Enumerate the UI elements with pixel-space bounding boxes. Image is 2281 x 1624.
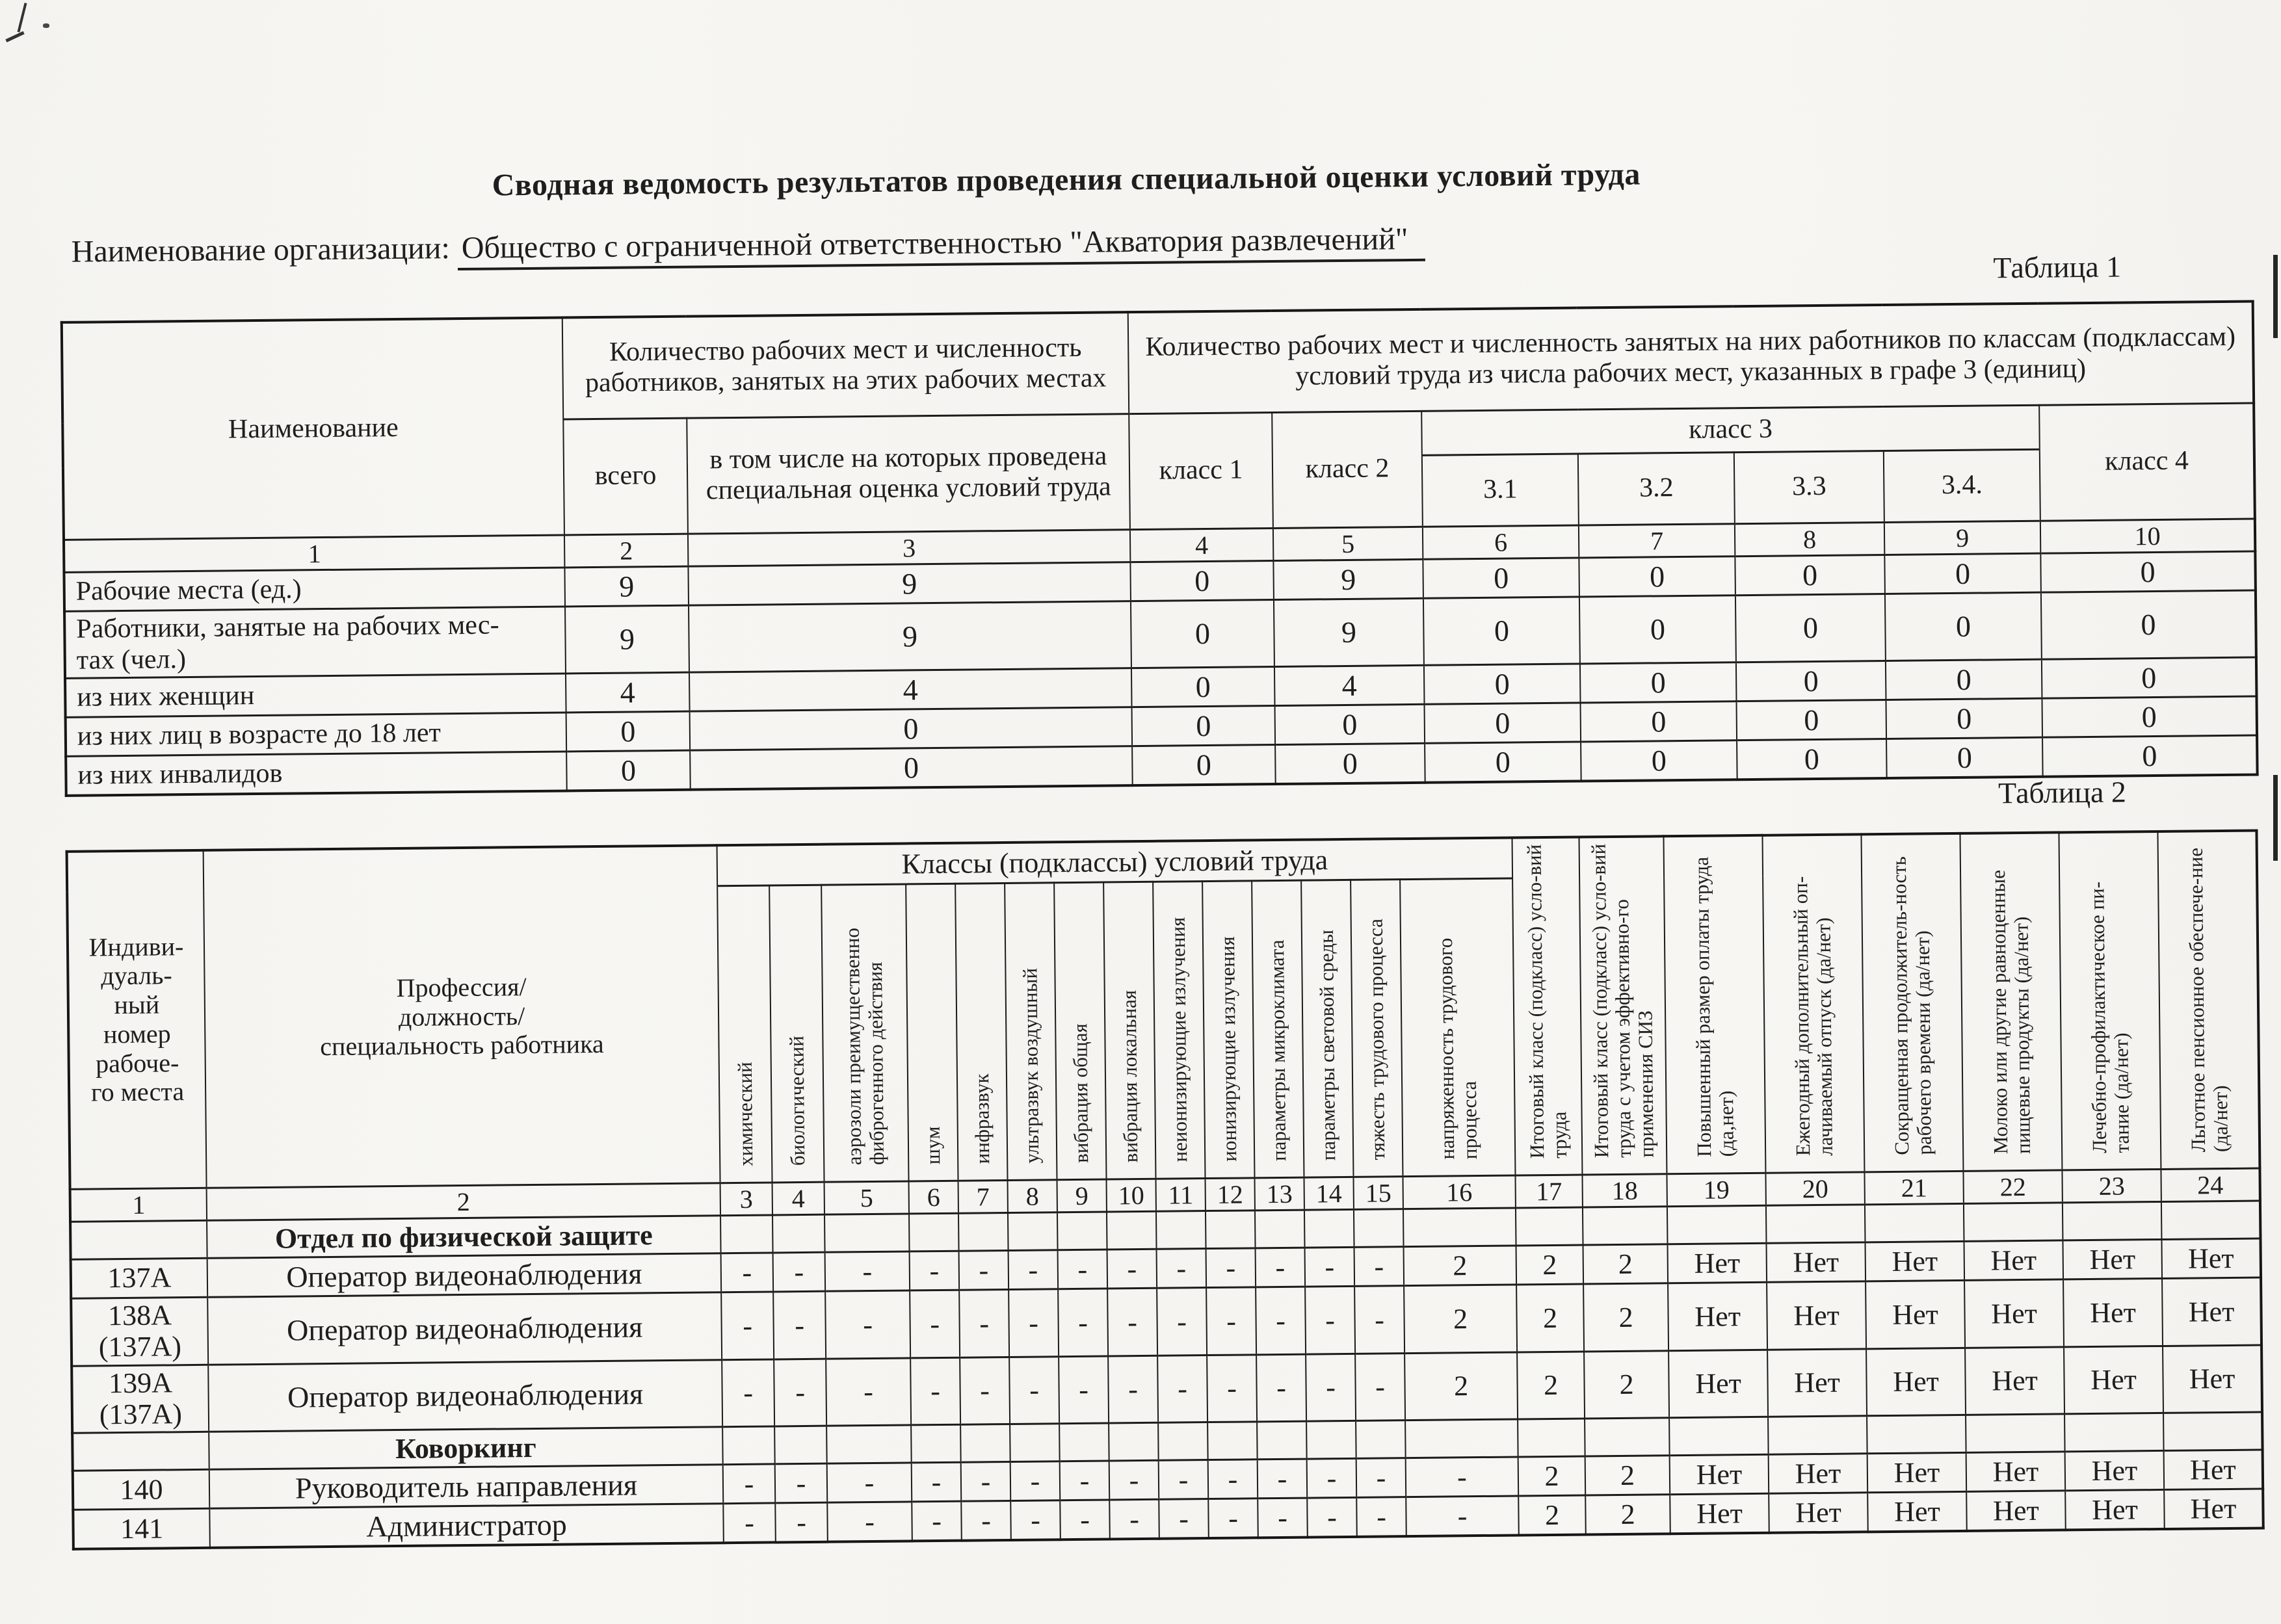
empty-cell <box>1964 1203 2063 1241</box>
col-header-class3-3: 3.3 <box>1734 451 1884 523</box>
cell-value: 0 <box>1425 703 1581 743</box>
cell-value: 2 <box>1518 1456 1586 1496</box>
col-header-assessed: в том числе на которых проведена специальная оценка условий труда <box>687 413 1130 534</box>
row-label: Рабочие места (ед.) <box>64 567 565 610</box>
empty-cell <box>1010 1424 1060 1462</box>
empty-cell <box>1966 1414 2065 1452</box>
cell-value: 0 <box>1580 662 1737 703</box>
cell-value: Нет <box>2063 1278 2163 1346</box>
factor-column-non-ionizing-radiation: неионизирующие излучения <box>1153 882 1205 1179</box>
factor-column-work-severity: тяжесть трудового процесса <box>1351 880 1403 1177</box>
table1-summary-counts <box>60 300 2259 797</box>
cell-value: 0 <box>1886 659 2042 700</box>
column-number: 1 <box>64 534 564 571</box>
cell-value: Нет <box>2065 1451 2165 1491</box>
empty-cell <box>772 1214 825 1253</box>
cell-value: 4 <box>689 668 1132 712</box>
cell-value: 0 <box>1131 599 1274 668</box>
empty-cell <box>1255 1210 1305 1248</box>
column-number: 23 <box>2063 1169 2161 1202</box>
empty-cell <box>72 1432 209 1471</box>
empty-cell <box>1158 1422 1208 1461</box>
col-header-class1: класс 1 <box>1129 412 1273 529</box>
cell-value: 0 <box>2040 551 2256 592</box>
empty-cell <box>909 1213 959 1251</box>
section-header: Коворкинг <box>209 1427 723 1470</box>
cell-value: Нет <box>2163 1345 2262 1413</box>
cell-value: Нет <box>1866 1241 1965 1281</box>
result-column-milk: Молоко или другие равноценные пищевые продукты (да/нет) <box>1960 832 2063 1171</box>
cell-value: Нет <box>2164 1450 2263 1489</box>
cell-value: 0 <box>2042 735 2258 777</box>
column-number: 7 <box>958 1180 1008 1213</box>
column-number: 1 <box>70 1188 207 1222</box>
cell-value: - <box>961 1501 1011 1541</box>
cell-value: - <box>1208 1499 1258 1538</box>
empty-cell <box>1109 1423 1159 1461</box>
cell-value: 2 <box>1516 1245 1584 1285</box>
empty-cell <box>1403 1208 1516 1247</box>
cell-value: - <box>1306 1354 1356 1422</box>
empty-cell <box>774 1426 827 1465</box>
empty-cell <box>1059 1423 1109 1461</box>
col-header-name: Наименование <box>62 318 564 540</box>
cell-value: - <box>825 1251 910 1291</box>
cell-value: 0 <box>1737 700 1887 740</box>
column-number: 4 <box>772 1182 824 1215</box>
workplace-number: 140 <box>73 1470 210 1510</box>
cell-value: - <box>1406 1457 1519 1497</box>
cell-value: 2 <box>1516 1284 1584 1352</box>
cell-value: - <box>773 1291 826 1359</box>
profession-name: Администратор <box>209 1504 724 1548</box>
cell-value: - <box>1406 1496 1519 1536</box>
cell-value: 2 <box>1404 1352 1518 1421</box>
empty-cell <box>824 1214 910 1252</box>
cell-value: - <box>723 1503 776 1543</box>
table2-workplaces-assessment <box>66 830 2265 1551</box>
factor-column-local-vibration: вибрация локальная <box>1103 882 1155 1179</box>
column-number: 10 <box>2040 519 2256 553</box>
cell-value: - <box>1108 1356 1158 1424</box>
empty-cell <box>826 1425 912 1463</box>
cell-value: Нет <box>1670 1455 1769 1495</box>
col-header-class4: класс 4 <box>2039 403 2255 521</box>
cell-value: - <box>1010 1500 1061 1540</box>
empty-cell <box>2063 1201 2162 1240</box>
column-number: 14 <box>1304 1177 1353 1210</box>
cell-value: - <box>825 1290 910 1359</box>
cell-value: - <box>1305 1286 1355 1354</box>
empty-cell <box>958 1212 1009 1251</box>
empty-cell <box>70 1220 207 1259</box>
empty-cell <box>1206 1211 1256 1249</box>
cell-value: 0 <box>1886 737 2043 778</box>
empty-cell <box>2161 1201 2261 1239</box>
table1-caption: Таблица 1 <box>1993 250 2122 285</box>
cell-value: - <box>1109 1500 1159 1539</box>
cell-value: - <box>1060 1461 1110 1500</box>
cell-value: - <box>1059 1356 1109 1424</box>
cell-value: 4 <box>1274 665 1425 705</box>
workplace-number: 141 <box>73 1509 210 1550</box>
cell-value: - <box>1206 1287 1256 1356</box>
factor-column-noise: шум <box>906 884 958 1181</box>
cell-value: 0 <box>1275 704 1425 744</box>
cell-value: Нет <box>1668 1350 1768 1418</box>
column-number: 13 <box>1254 1177 1304 1211</box>
cell-value: 0 <box>566 711 691 752</box>
column-number: 5 <box>1273 527 1423 560</box>
cell-value: Нет <box>1965 1346 2064 1415</box>
empty-cell <box>960 1424 1010 1463</box>
cell-value: - <box>1256 1354 1306 1422</box>
col-group-workplaces-count: Количество рабочих мест и численность работников, занятых на этих рабочих местах <box>562 312 1129 419</box>
factor-column-work-intensity: напряженность трудового процесса <box>1400 878 1515 1176</box>
cell-value: - <box>1058 1289 1108 1357</box>
cell-value: 0 <box>1132 745 1276 786</box>
cell-value: 0 <box>1130 560 1274 601</box>
cell-value: 0 <box>566 750 691 791</box>
cell-value: - <box>910 1357 960 1426</box>
factor-column-ionizing-radiation: ионизирующие излучения <box>1202 881 1254 1178</box>
factor-column-light-environment: параметры световой среды <box>1301 880 1353 1177</box>
cell-value: - <box>912 1502 962 1541</box>
cell-value: Нет <box>1866 1280 1965 1348</box>
column-number: 24 <box>2161 1168 2260 1201</box>
cell-value: Нет <box>1668 1243 1767 1283</box>
cell-value: 0 <box>1579 595 1736 664</box>
column-number: 16 <box>1403 1175 1516 1209</box>
cell-value: - <box>1258 1498 1308 1538</box>
cell-value: 0 <box>1735 594 1886 662</box>
cell-value: 0 <box>690 746 1133 790</box>
cell-value: 2 <box>1404 1246 1517 1286</box>
result-column-therapeutic-nutrition: Лечебно-профилактическое пи-тание (да/нет) <box>2059 832 2161 1170</box>
factor-column-air-ultrasound: ультразвук воздушный <box>1005 883 1057 1180</box>
cell-value: Нет <box>1767 1348 1867 1417</box>
cell-value: - <box>1307 1498 1357 1538</box>
row-label: из них женщин <box>65 674 566 717</box>
empty-cell <box>1257 1421 1307 1460</box>
column-number: 5 <box>824 1181 909 1214</box>
col-header-workplace-number: Индиви- дуаль- ный номер рабоче- го места <box>67 850 207 1189</box>
column-number: 4 <box>1130 528 1273 562</box>
column-number: 11 <box>1156 1178 1206 1211</box>
empty-cell <box>1304 1209 1354 1248</box>
cell-value: - <box>960 1357 1010 1425</box>
result-column-reduced-hours: Сокращенная продолжитель-ность рабочего времени (да/нет) <box>1862 833 1964 1172</box>
empty-cell <box>1207 1422 1258 1460</box>
cell-value: - <box>1009 1356 1059 1424</box>
cell-value: 2 <box>1517 1352 1585 1420</box>
empty-cell <box>1669 1417 1769 1456</box>
cell-value: Нет <box>1867 1453 1967 1493</box>
empty-cell <box>1867 1415 1966 1454</box>
cell-value: Нет <box>1769 1493 1868 1533</box>
profession-name: Оператор видеонаблюдения <box>207 1292 722 1365</box>
cell-value: Нет <box>1867 1492 1967 1532</box>
cell-value: - <box>826 1358 911 1426</box>
cell-value: Нет <box>2162 1238 2261 1278</box>
empty-cell <box>1518 1419 1585 1457</box>
organization-label: Наименование организации: <box>71 231 451 269</box>
result-column-increased-pay: Повышенный размер оплаты труда (да,нет) <box>1664 835 1766 1174</box>
cell-value: - <box>775 1464 828 1504</box>
column-number: 8 <box>1735 522 1884 556</box>
column-number: 2 <box>207 1183 720 1221</box>
empty-cell <box>1865 1203 1964 1242</box>
cell-value: - <box>1258 1459 1308 1499</box>
cell-value: Нет <box>2162 1277 2261 1346</box>
factor-column-general-vibration: вибрация общая <box>1054 882 1106 1179</box>
empty-cell <box>1354 1209 1404 1247</box>
factor-column-biological: биологический <box>769 885 824 1183</box>
cell-value: 2 <box>1404 1285 1517 1353</box>
empty-cell <box>1516 1207 1583 1246</box>
cell-value: - <box>1256 1248 1306 1287</box>
empty-cell <box>1405 1419 1518 1458</box>
cell-value: Нет <box>1767 1242 1866 1282</box>
cell-value: - <box>912 1463 962 1502</box>
empty-cell <box>1585 1418 1670 1456</box>
result-column-extra-leave: Ежегодный дополнительный оп-лачиваемый отпуск (да/нет) <box>1763 834 1865 1173</box>
cell-value: 0 <box>2042 696 2257 737</box>
cell-value: - <box>910 1251 960 1290</box>
col-header-profession: Профессия/ должность/ специальность работника <box>204 845 720 1188</box>
cell-value: 0 <box>690 707 1133 751</box>
column-number: 12 <box>1205 1178 1254 1211</box>
cell-value: 0 <box>1423 558 1579 598</box>
workplace-number: 138А (137А) <box>71 1297 208 1366</box>
column-number: 22 <box>1964 1170 2063 1203</box>
profession-name: Руководитель направления <box>209 1465 724 1509</box>
cell-value: 2 <box>1585 1495 1670 1535</box>
column-number: 3 <box>688 529 1130 566</box>
profession-name: Оператор видеонаблюдения <box>208 1359 722 1432</box>
column-number: 15 <box>1353 1176 1403 1209</box>
workplace-number: 137А <box>71 1258 208 1298</box>
column-number: 21 <box>1865 1171 1964 1204</box>
cell-value: - <box>1157 1355 1207 1423</box>
cell-value: 0 <box>1581 701 1737 742</box>
empty-cell <box>1057 1212 1107 1250</box>
empty-cell <box>722 1426 775 1465</box>
cell-value: Нет <box>1966 1452 2066 1491</box>
cell-value: 9 <box>688 562 1131 605</box>
cell-value: - <box>827 1463 912 1502</box>
cell-value: - <box>1207 1354 1257 1422</box>
cell-value: Нет <box>1668 1282 1767 1350</box>
cell-value: 0 <box>1579 556 1735 596</box>
cell-value: - <box>1060 1500 1110 1539</box>
cell-value: Нет <box>1769 1454 1868 1493</box>
cell-value: 0 <box>1884 553 2041 594</box>
empty-cell <box>1156 1211 1206 1249</box>
factor-column-infrasound: инфразвук <box>955 884 1007 1181</box>
cell-value: - <box>1107 1249 1157 1289</box>
cell-value: - <box>959 1250 1009 1290</box>
cell-value: - <box>910 1290 960 1358</box>
cell-value: Нет <box>1966 1491 2066 1531</box>
cell-value: - <box>961 1462 1011 1502</box>
cell-value: 0 <box>1886 698 2042 739</box>
cell-value: - <box>721 1253 774 1292</box>
cell-value: - <box>1208 1460 1258 1499</box>
empty-cell <box>720 1215 773 1253</box>
cell-value: - <box>1305 1247 1355 1287</box>
column-number: 9 <box>1057 1179 1107 1212</box>
cell-value: - <box>722 1359 774 1428</box>
cell-value: - <box>1109 1461 1159 1500</box>
cell-value: 0 <box>1581 740 1737 781</box>
cell-value: Нет <box>1767 1281 1866 1350</box>
cell-value: - <box>1157 1248 1207 1288</box>
cell-value: 0 <box>1737 739 1887 780</box>
column-number: 7 <box>1579 523 1735 557</box>
table2-caption: Таблица 2 <box>1998 775 2127 810</box>
cell-value: - <box>1159 1499 1209 1539</box>
cell-value: 2 <box>1583 1244 1668 1284</box>
cell-value: 0 <box>1131 667 1275 707</box>
cell-value: - <box>1354 1246 1404 1286</box>
cell-value: 9 <box>689 601 1131 672</box>
cell-value: - <box>1206 1248 1256 1288</box>
cell-value: 4 <box>566 672 690 713</box>
column-number: 6 <box>1423 525 1579 559</box>
cell-value: 0 <box>2041 590 2256 660</box>
row-label: из них лиц в возрасте до 18 лет <box>66 713 567 756</box>
cell-value: - <box>827 1502 912 1542</box>
cell-value: 0 <box>1424 664 1581 704</box>
empty-cell <box>911 1425 961 1463</box>
cell-value: - <box>1107 1288 1157 1356</box>
col-header-class3-4: 3.4. <box>1884 449 2040 522</box>
column-number: 3 <box>720 1183 772 1216</box>
factor-column-chemical: химический <box>717 885 772 1183</box>
empty-cell <box>1766 1205 1866 1243</box>
row-label: из них инвалидов <box>66 752 567 796</box>
empty-cell <box>2064 1413 2164 1452</box>
profession-name: Оператор видеонаблюдения <box>207 1253 722 1298</box>
cell-value: Нет <box>2164 1489 2263 1529</box>
cell-value: Нет <box>1964 1279 2064 1348</box>
cell-value: - <box>774 1359 826 1427</box>
cell-value: 2 <box>1584 1350 1669 1419</box>
col-header-class3-2: 3.2 <box>1578 452 1735 525</box>
cell-value: - <box>1256 1287 1306 1355</box>
empty-cell <box>1008 1212 1058 1251</box>
column-number: 6 <box>909 1181 958 1214</box>
empty-cell <box>1356 1421 1406 1459</box>
cell-value: - <box>1356 1497 1406 1537</box>
col-header-total: всего <box>563 418 688 535</box>
cell-value: - <box>1157 1287 1207 1356</box>
section-header: Отдел по физической защите <box>207 1216 721 1259</box>
cell-value: 9 <box>1274 598 1424 667</box>
col-header-class3: класс 3 <box>1421 405 2040 455</box>
column-number: 19 <box>1667 1173 1766 1206</box>
column-number: 17 <box>1516 1175 1583 1208</box>
cell-value: Нет <box>2065 1490 2165 1530</box>
cell-value: - <box>959 1289 1009 1357</box>
cell-value: - <box>1159 1460 1209 1500</box>
col-header-class3-1: 3.1 <box>1422 454 1579 527</box>
cell-value: Нет <box>1866 1348 1966 1416</box>
organization-name: Общество с ограниченной ответственностью "Акватория развлечений" <box>458 222 1425 270</box>
cell-value: - <box>721 1292 774 1360</box>
result-column-final-class-with-ppe: Итоговый класс (подкласс) усло-вий труда с учетом эффективно-го применения СИЗ <box>1579 836 1667 1175</box>
cell-value: Нет <box>1964 1240 2064 1280</box>
cell-value: - <box>1355 1353 1405 1421</box>
cell-value: - <box>1009 1289 1059 1357</box>
cell-value: Нет <box>1670 1494 1769 1534</box>
empty-cell <box>1667 1205 1767 1244</box>
workplace-number: 139А (137А) <box>72 1365 209 1434</box>
page-title: Сводная ведомость результатов проведения специальной оценки условий труда <box>492 157 1641 203</box>
row-label: Работники, занятые на рабочих мес- тах (чел.) <box>64 606 566 678</box>
factor-column-fibrogenic-aerosols: аэрозоли преимущественно фиброгенного действия <box>821 884 908 1182</box>
result-column-preferential-pension: Льготное пенсионное обеспече-ние (да/нет) <box>2158 831 2260 1170</box>
cell-value: Нет <box>2064 1346 2163 1414</box>
cell-value: 0 <box>1885 592 2042 661</box>
col-group-condition-classes: Классы (подклассы) условий труда <box>717 838 1513 886</box>
cell-value: - <box>1058 1250 1108 1289</box>
cell-value: - <box>723 1464 776 1504</box>
cell-value: - <box>1354 1285 1404 1354</box>
cell-value: 0 <box>1132 706 1276 746</box>
cell-value: 0 <box>1735 555 1885 595</box>
column-number: 9 <box>1884 521 2040 555</box>
result-column-final-class: Итоговый класс (подкласс) усло-вий труда <box>1512 837 1583 1175</box>
column-number: 20 <box>1766 1172 1865 1205</box>
cell-value: 0 <box>1425 742 1581 783</box>
cell-value: 2 <box>1583 1283 1668 1352</box>
cell-value: - <box>773 1252 826 1292</box>
cell-value: - <box>775 1503 828 1543</box>
col-header-class2: класс 2 <box>1272 411 1423 528</box>
cell-value: 0 <box>1423 597 1580 666</box>
cell-value: 0 <box>1275 743 1425 784</box>
cell-value: 9 <box>1273 559 1423 599</box>
column-number: 18 <box>1583 1174 1667 1207</box>
cell-value: - <box>1307 1459 1357 1499</box>
cell-value: 2 <box>1585 1456 1670 1495</box>
cell-value: 0 <box>2042 657 2257 698</box>
cell-value: - <box>1356 1458 1406 1498</box>
cell-value: 9 <box>565 605 689 674</box>
cell-value: - <box>1010 1461 1061 1501</box>
empty-cell <box>1107 1211 1157 1250</box>
empty-cell <box>1768 1416 1867 1454</box>
empty-cell <box>2163 1412 2263 1450</box>
cell-value: 0 <box>1736 661 1886 701</box>
column-number: 2 <box>564 534 688 568</box>
column-number: 8 <box>1008 1180 1057 1213</box>
col-group-classes-count: Количество рабочих мест и численность занятых на них работников по классам (подклассам) условий труда из числа рабочих мест, указанных в графе 3 (единиц) <box>1128 302 2254 414</box>
factor-column-microclimate: параметры микроклимата <box>1252 880 1304 1177</box>
cell-value: - <box>1009 1250 1059 1290</box>
column-number: 10 <box>1107 1179 1156 1212</box>
cell-value: 2 <box>1518 1495 1586 1535</box>
cell-value: 9 <box>564 566 689 607</box>
empty-cell <box>1306 1421 1356 1460</box>
cell-value: Нет <box>2063 1239 2163 1279</box>
empty-cell <box>1583 1207 1668 1245</box>
